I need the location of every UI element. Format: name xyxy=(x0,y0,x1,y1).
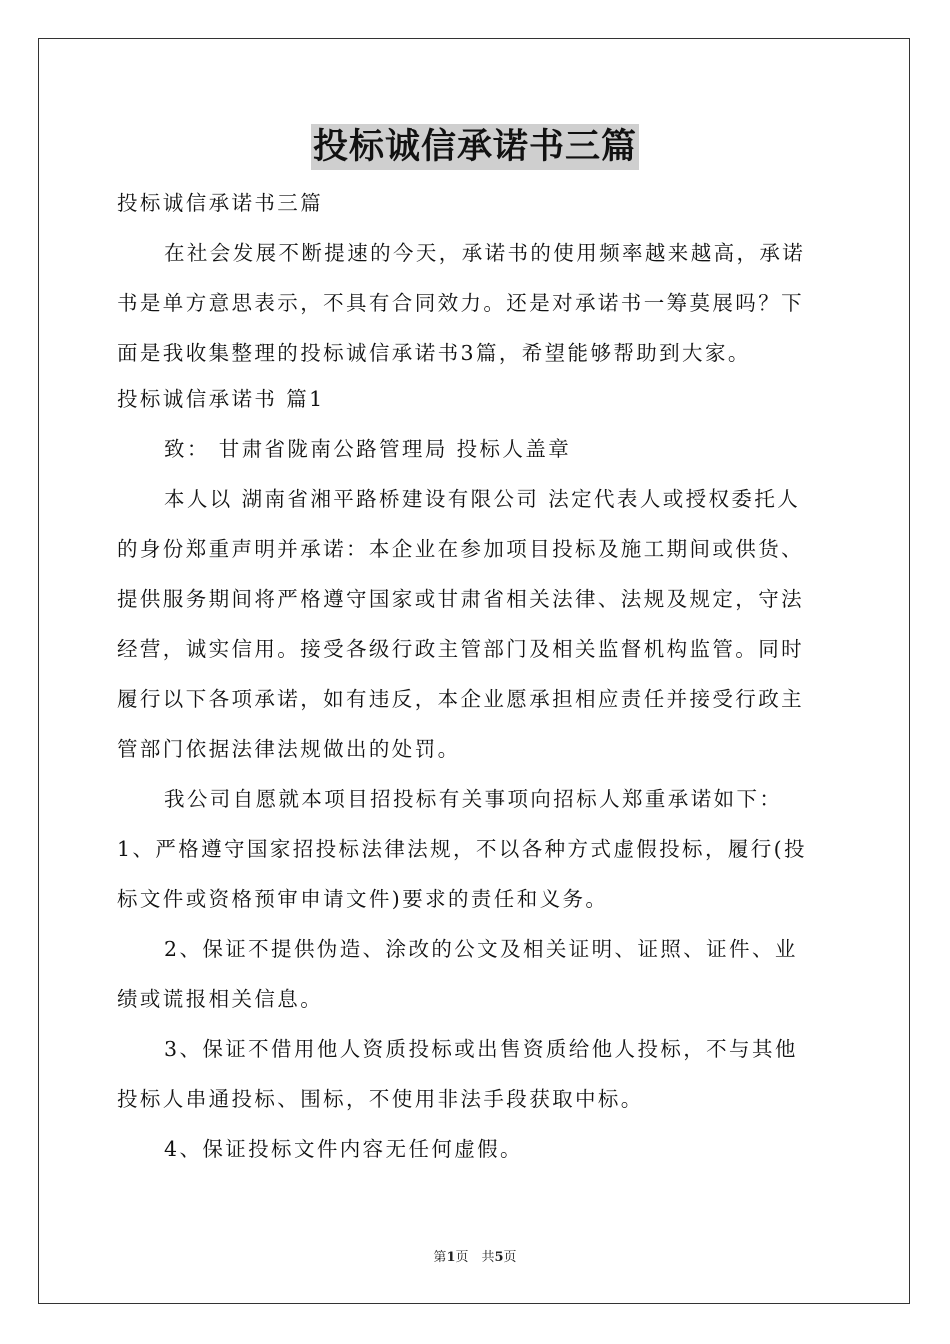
intro-line-1: 在社会发展不断提速的今天，承诺书的使用频率越来越高，承诺 xyxy=(164,241,806,265)
footer-prefix: 第 xyxy=(433,1250,447,1265)
footer-total-pages: 5 xyxy=(494,1250,504,1265)
promise-4-line-1: 4、保证投标文件内容无任何虚假。 xyxy=(164,1137,523,1161)
statement-line-5: 履行以下各项承诺，如有违反，本企业愿承担相应责任并接受行政主 xyxy=(117,687,804,711)
document-title: 投标诚信承诺书三篇 xyxy=(311,124,639,170)
promise-2-line-2: 绩或谎报相关信息。 xyxy=(117,987,324,1011)
statement-line-1: 本人以 湖南省湘平路桥建设有限公司 法定代表人或授权委托人 xyxy=(164,487,801,511)
footer-current-page: 1 xyxy=(446,1250,456,1265)
subtitle-line: 投标诚信承诺书三篇 xyxy=(117,191,324,215)
intro-line-3: 面是我收集整理的投标诚信承诺书3篇，希望能够帮助到大家。 xyxy=(117,341,751,365)
section-heading: 投标诚信承诺书 篇1 xyxy=(117,387,325,411)
promise-3-line-1: 3、保证不借用他人资质投标或出售资质给他人投标，不与其他 xyxy=(164,1037,798,1061)
title-container xyxy=(0,124,950,170)
document-body xyxy=(117,178,837,1174)
promise-intro-line: 我公司自愿就本项目招投标有关事项向招标人郑重承诺如下： xyxy=(164,787,783,811)
footer-middle: 页 共 xyxy=(455,1250,495,1265)
page-footer xyxy=(0,1246,950,1265)
promise-3-line-2: 投标人串通投标、围标，不使用非法手段获取中标。 xyxy=(117,1087,644,1111)
intro-line-2: 书是单方意思表示，不具有合同效力。还是对承诺书一筹莫展吗？下 xyxy=(117,291,804,315)
statement-line-4: 经营，诚实信用。接受各级行政主管部门及相关监督机构监管。同时 xyxy=(117,637,804,661)
statement-line-2: 的身份郑重声明并承诺：本企业在参加项目投标及施工期间或供货、 xyxy=(117,537,804,561)
addressee-line: 致： 甘肃省陇南公路管理局 投标人盖章 xyxy=(164,437,572,461)
promise-2-line-1: 2、保证不提供伪造、涂改的公文及相关证明、证照、证件、业 xyxy=(164,937,798,961)
promise-1-line-1: 1、严格遵守国家招投标法律法规，不以各种方式虚假投标，履行(投 xyxy=(117,837,807,861)
footer-suffix: 页 xyxy=(503,1250,517,1265)
promise-1-line-2: 标文件或资格预审申请文件)要求的责任和义务。 xyxy=(117,887,609,911)
statement-line-3: 提供服务期间将严格遵守国家或甘肃省相关法律、法规及规定，守法 xyxy=(117,587,804,611)
statement-line-6: 管部门依据法律法规做出的处罚。 xyxy=(117,737,461,761)
